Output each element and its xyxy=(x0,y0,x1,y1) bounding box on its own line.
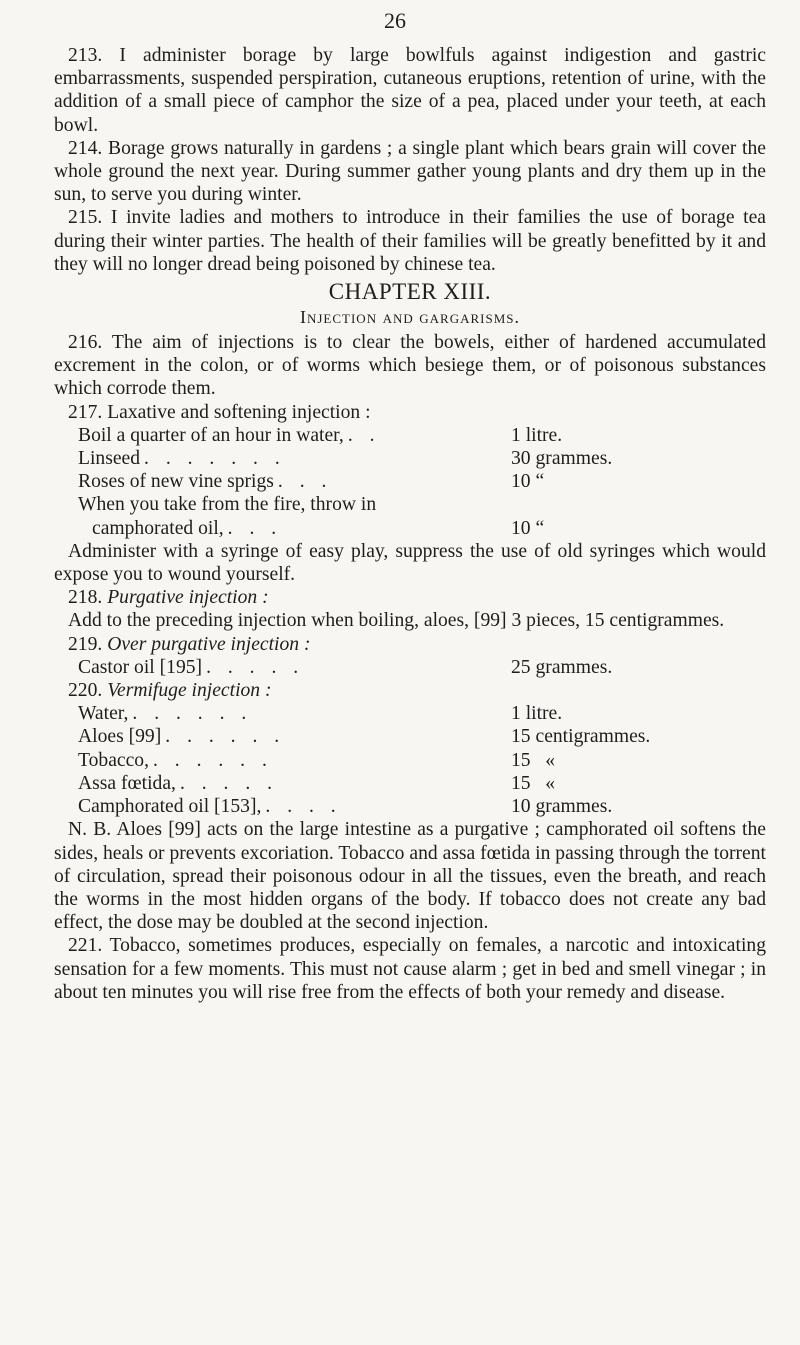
section-218-heading xyxy=(54,586,766,609)
recipe-row xyxy=(54,656,766,679)
recipe-220 xyxy=(54,702,766,818)
leader-dots: . . . . . . xyxy=(132,703,253,725)
recipe-row xyxy=(54,517,766,540)
quantity: 10 grammes. xyxy=(511,796,613,818)
paragraph-216: 216. The aim of injections is to clear the bowels, either of hardened accumulated excrement in the colon, or of worms which besiege them, or of poisonous substances which corrode them. xyxy=(54,332,766,400)
ingredient: Boil a quarter of an hour in water, xyxy=(78,424,344,446)
recipe-row xyxy=(54,447,766,470)
ingredient: Roses of new vine sprigs xyxy=(78,471,274,493)
ingredient: camphorated oil, xyxy=(92,517,224,539)
section-title: Over purgative injection : xyxy=(107,633,311,655)
leader-dots: . . . . . . xyxy=(152,749,273,771)
ingredient: Aloes [99] xyxy=(78,726,162,748)
section-218-text: Add to the preceding injection when boiling, aloes, [99] 3 pieces, 15 centigrammes. xyxy=(68,610,725,632)
section-219-heading xyxy=(54,633,766,656)
ingredient: Linseed xyxy=(78,448,141,470)
recipe-219 xyxy=(54,656,766,679)
ingredient: Tobacco, xyxy=(78,749,149,771)
recipe-row xyxy=(54,470,766,493)
page-number: 26 xyxy=(384,8,406,33)
quantity: 1 litre. xyxy=(511,703,563,725)
quantity: 30 grammes. xyxy=(511,448,613,470)
leader-dots: . . . xyxy=(277,471,333,493)
paragraph-213: 213. I administer borage by large bowlfuls against indigestion and gastric embarrassments, suspended perspiration, cutaneous eruptions, retention of urine, with the addition of a small piece of camphor the size of a pea, placed under your teeth, at each bowl. xyxy=(54,45,766,136)
paragraph-221: 221. Tobacco, sometimes produces, especially on females, a narcotic and intoxicating sensation for a few moments. This must not cause alarm ; get in bed and smell vinegar ; in about ten minutes you will rise free from the effects of both your remedy and disease. xyxy=(54,935,766,1003)
quantity: 10 “ xyxy=(511,517,545,539)
quantity: 1 litre. xyxy=(511,424,563,446)
ingredient: Camphorated oil [153], xyxy=(78,796,262,818)
paragraph-214: 214. Borage grows naturally in gardens ; a single plant which bears grain will cover the whole ground the next year. During summer gather young plants and dry them up in the sun, to serve you during winter. xyxy=(54,137,766,206)
nota-bene: N. B. Aloes [99] acts on the large intestine as a purgative ; camphorated oil softens the sides, heals or prevents excoriation. Tobacco and assa fœtida in passing through the torrent of circulation, spread their poisonous odour in all the tissues, even the breath, and reach the worms in the most hidden organs of the body. If tobacco does not create any bad effect, the dose may be doubled at the second injection. xyxy=(54,819,766,934)
leader-dots: . . . . . xyxy=(206,656,305,678)
ingredient: Water, xyxy=(78,703,129,725)
leader-dots: . . . . xyxy=(265,796,342,818)
recipe-217 xyxy=(54,424,766,540)
chapter-title: CHAPTER XIII. xyxy=(328,279,492,305)
quantity: 25 grammes. xyxy=(511,656,613,678)
leader-dots: . . xyxy=(347,424,381,446)
section-number: 220. xyxy=(68,680,103,702)
recipe-row xyxy=(54,725,766,748)
paragraph-215: 215. I invite ladies and mothers to introduce in their families the use of borage tea during their winter parties. The health of their families will be greatly benefitted by it and they will no longer dread being poisoned by chinese tea. xyxy=(54,207,766,275)
chapter-subtitle: Injection and gargarisms. xyxy=(299,307,520,328)
ingredient: Castor oil [195] xyxy=(78,656,203,678)
recipe-row xyxy=(54,749,766,772)
recipe-row xyxy=(54,795,766,818)
quantity: 15 « xyxy=(511,749,556,771)
quantity: 15 centigrammes. xyxy=(511,726,651,748)
ingredient: Assa fœtida, xyxy=(78,772,176,794)
section-217-instructions: Administer with a syringe of easy play, suppress the use of old syringes which would expose you to wound yourself. xyxy=(54,540,766,586)
leader-dots: . . . . . . . xyxy=(144,448,286,470)
section-number: 219. xyxy=(68,633,103,655)
recipe-row xyxy=(54,772,766,795)
leader-dots: . . . . . . xyxy=(165,726,286,748)
section-220-heading xyxy=(54,679,766,702)
section-title: Purgative injection : xyxy=(107,587,269,609)
leader-dots: . . . xyxy=(227,517,283,539)
section-number: 218. xyxy=(68,587,103,609)
recipe-row xyxy=(54,702,766,725)
recipe-row xyxy=(54,424,766,447)
quantity: 10 “ xyxy=(511,471,545,493)
quantity: 15 « xyxy=(511,772,556,794)
section-title: Vermifuge injection : xyxy=(107,680,272,702)
section-217-heading: 217. Laxative and softening injection : xyxy=(68,401,371,423)
recipe-continuation: When you take from the fire, throw in xyxy=(78,494,377,516)
leader-dots: . . . . . xyxy=(179,772,279,794)
